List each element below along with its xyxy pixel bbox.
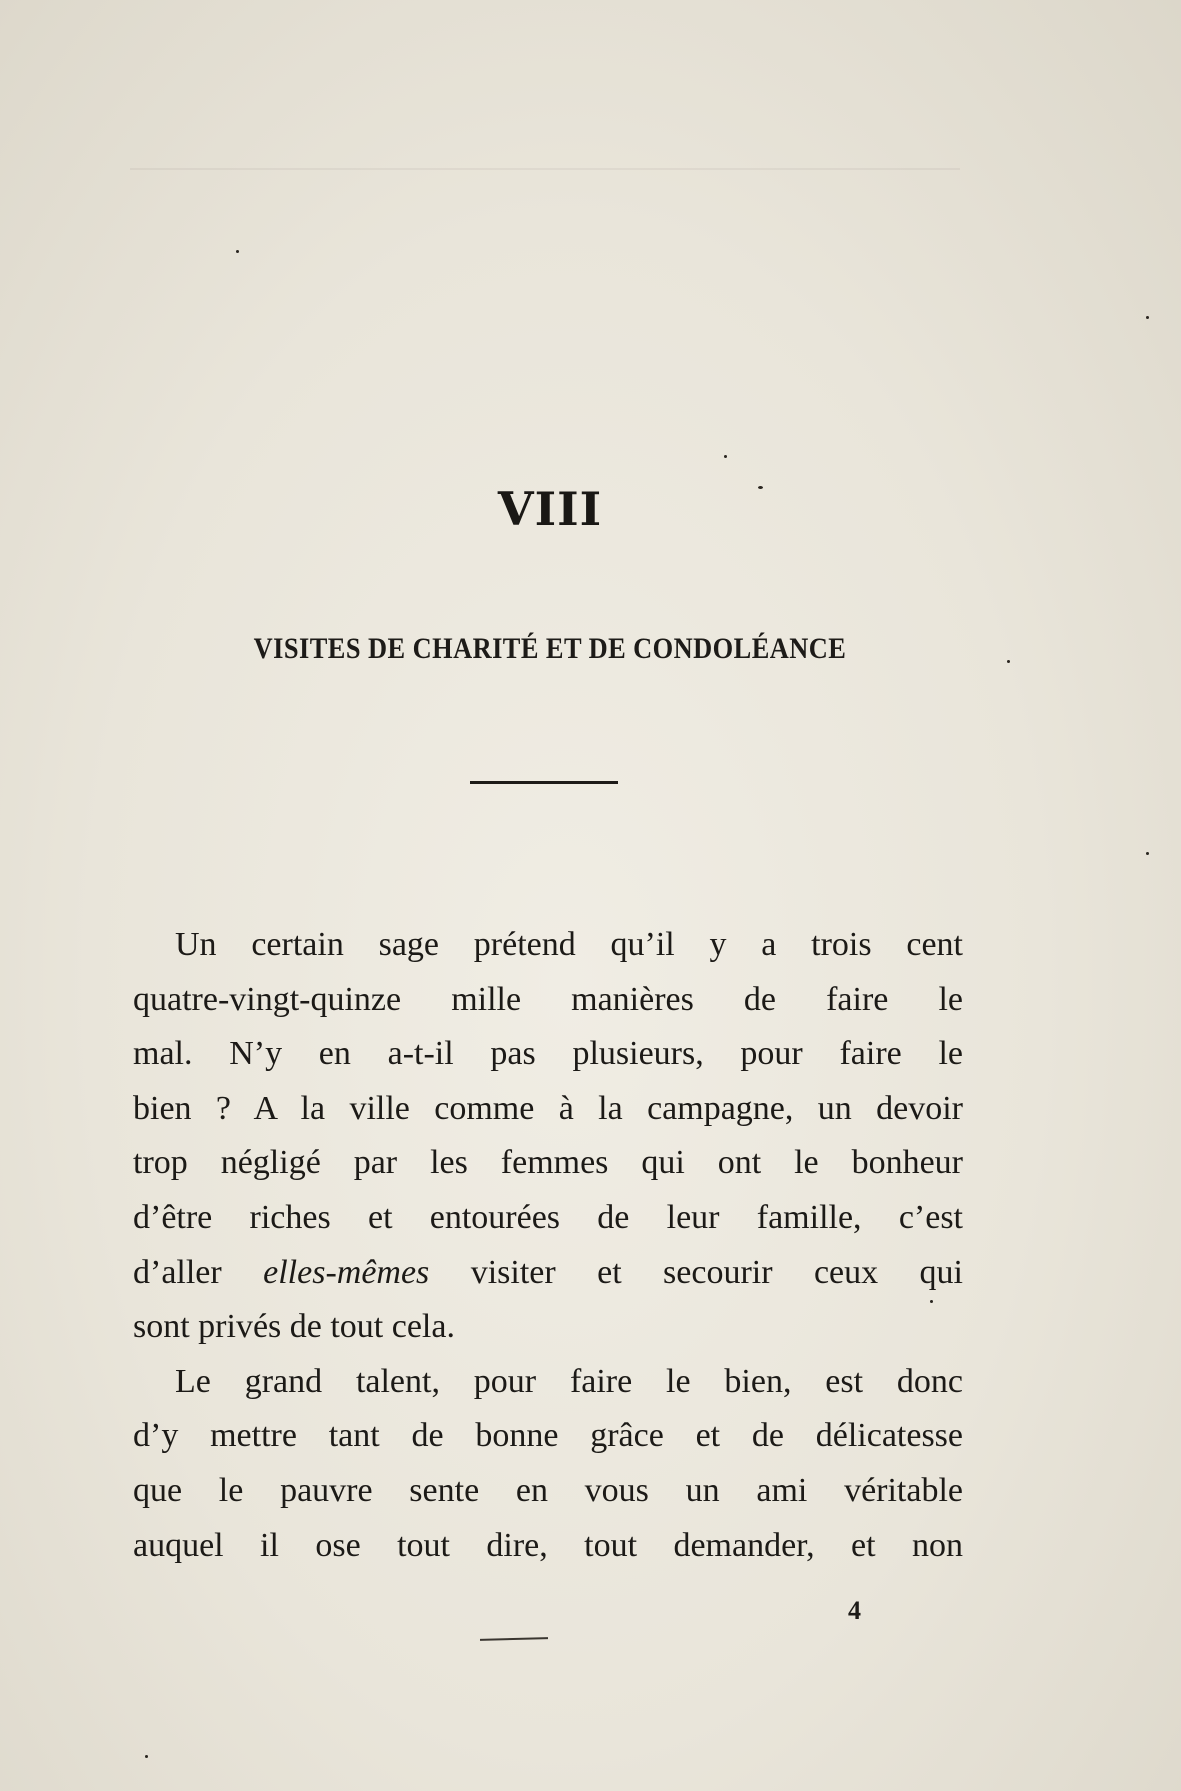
text-line-with-emphasis	[133, 1246, 963, 1301]
text-fragment: d’aller	[133, 1253, 264, 1291]
text-line: auquel il ose tout dire, tout demander, et non	[133, 1526, 963, 1564]
ink-speck	[1146, 316, 1149, 319]
text-line: d’y mettre tant de bonne grâce et de délicatesse	[133, 1417, 963, 1455]
title-separator-rule	[470, 781, 618, 784]
ink-speck	[1146, 852, 1149, 855]
text-line: d’être riches et entourées de leur famille, c’est	[133, 1198, 963, 1236]
text-line: Un certain sage prétend qu’il y a trois cent	[175, 926, 963, 963]
text-line: sont privés de tout cela.	[133, 1308, 455, 1346]
text-line: mal. N’y en a-t-il pas plusieurs, pour faire le	[133, 1035, 963, 1073]
text-line: Le grand talent, pour faire le bien, est donc	[175, 1362, 963, 1400]
text-line: que le pauvre sente en vous un ami véritable	[133, 1471, 963, 1509]
chapter-number: VIII	[497, 482, 603, 536]
chapter-title: VISITES DE CHARITÉ ET DE CONDOLÉANCE	[253, 632, 847, 665]
text-line: quatre-vingt-quinze mille manières de faire le	[133, 980, 963, 1018]
signature-mark: 4	[848, 1596, 861, 1625]
text-line: bien ? A la ville comme à la campagne, un devoir	[133, 1089, 963, 1127]
ink-speck	[930, 1300, 933, 1303]
ink-speck	[145, 1755, 148, 1758]
text-line: trop négligé par les femmes qui ont le bonheur	[133, 1144, 963, 1182]
ink-speck	[236, 250, 239, 253]
body-text	[133, 918, 963, 1573]
text-fragment: visiter et secourir ceux qui	[429, 1253, 964, 1291]
footer-dash	[480, 1637, 548, 1641]
ink-speck	[758, 486, 763, 489]
bleed-through-rule	[130, 168, 960, 170]
ink-speck	[724, 455, 727, 458]
emphasis-text: elles-mêmes	[263, 1253, 430, 1291]
ink-speck	[1007, 660, 1010, 663]
